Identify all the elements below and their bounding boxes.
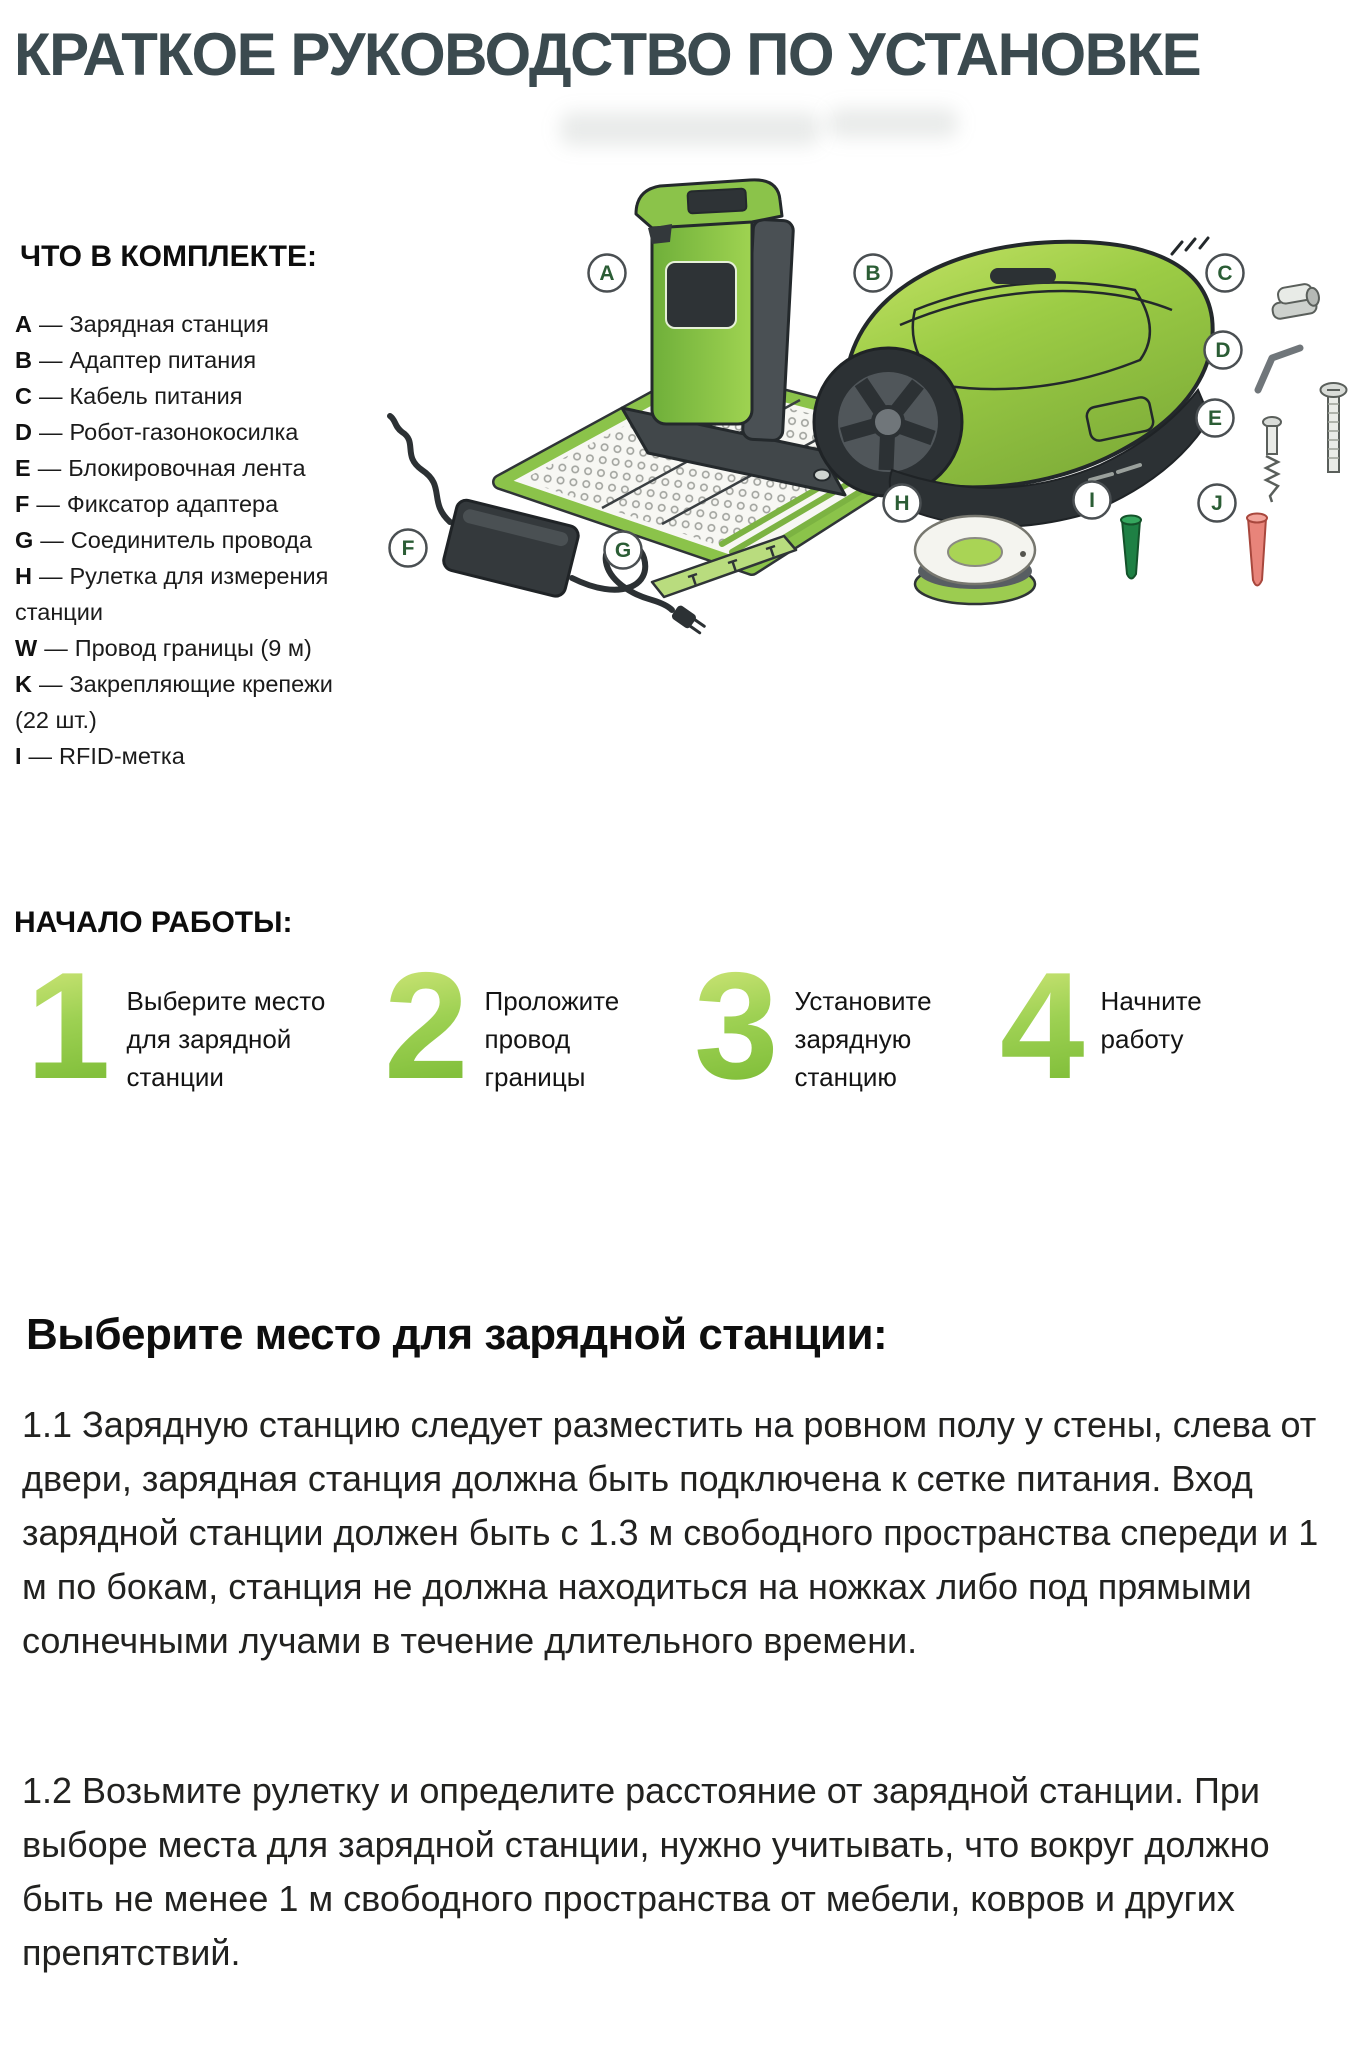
kit-item-label: Фиксатор адаптера: [66, 491, 279, 517]
callout-e-letter: E: [1207, 407, 1223, 430]
step-4-number: 4: [1000, 941, 1085, 1111]
section-heading: Выберите место для зарядной станции:: [26, 1310, 888, 1359]
kit-item-label: Зарядная станция: [69, 311, 269, 337]
watermark-artifact: [560, 112, 820, 146]
step-1: [26, 941, 384, 1111]
hex-key: [1258, 348, 1300, 390]
screws: [1263, 383, 1347, 502]
callout-d: [1205, 332, 1242, 369]
kit-item-key: K: [15, 671, 32, 697]
step-1-number: 1: [26, 941, 111, 1111]
kit-item-label: RFID-метка: [59, 743, 185, 769]
wire-spool: [915, 516, 1035, 604]
callout-d-letter: D: [1215, 339, 1231, 362]
getting-started-heading: НАЧАЛО РАБОТЫ:: [14, 906, 293, 939]
kit-item-separator: —: [38, 563, 63, 589]
callout-c-letter: C: [1217, 262, 1233, 285]
step-1-text: Выберите место для зарядной станции: [126, 986, 326, 1092]
kit-item-label: Робот-газонокосилка: [69, 419, 299, 445]
kit-item-separator: —: [38, 347, 63, 373]
callout-f: [390, 530, 427, 567]
kit-item: [15, 738, 360, 774]
step-3-text: Установите зарядную станцию: [794, 986, 932, 1092]
kit-item: [15, 666, 360, 738]
kit-item-label: Рулетка для измерения станции: [15, 563, 329, 625]
callout-i-letter: I: [1089, 489, 1095, 512]
kit-item-label: Кабель питания: [69, 383, 243, 409]
kit-item-key: W: [15, 635, 38, 661]
kit-item-label: Адаптер питания: [69, 347, 257, 373]
callout-e: [1197, 400, 1234, 437]
step-2-text: Проложите провод границы: [484, 986, 620, 1092]
kit-item-key: G: [15, 527, 34, 553]
callout-a: [589, 255, 626, 292]
step-3-number: 3: [694, 941, 779, 1111]
step-2: [384, 941, 694, 1111]
getting-started-steps: [26, 941, 1346, 1111]
red-peg: [1247, 514, 1267, 586]
kit-item-separator: —: [38, 419, 63, 445]
kit-item-key: C: [15, 383, 32, 409]
kit-item-key: F: [15, 491, 30, 517]
kit-item-key: E: [15, 455, 31, 481]
page-title: КРАТКОЕ РУКОВОДСТВО ПО УСТАНОВКЕ: [14, 21, 1201, 88]
kit-illustration: [300, 150, 1365, 640]
step-3: [694, 941, 1000, 1111]
step-4: [1000, 941, 1346, 1111]
callout-j: [1199, 485, 1236, 522]
callout-b-letter: B: [865, 262, 881, 285]
step-4-text: Начните работу: [1100, 986, 1202, 1054]
paragraph-1-2: 1.2 Возьмите рулетку и определите расстояние от зарядной станции. При выборе места для зарядной станции, нужно учитывать, что вокруг должно быть не менее 1 м свободного пространства от мебели, ковров и других препятствий.: [22, 1770, 1270, 1973]
callout-c: [1207, 255, 1244, 292]
kit-item-separator: —: [28, 743, 53, 769]
kit-item-separator: —: [38, 671, 63, 697]
kit-item-label: Закрепляющие крепежи (22 шт.): [15, 671, 333, 733]
included-heading: ЧТО В КОМПЛЕКТЕ:: [20, 240, 317, 273]
callout-g-letter: G: [614, 539, 632, 562]
kit-item-key: A: [15, 311, 32, 337]
cable-connector: [1269, 282, 1321, 320]
callout-i: [1074, 482, 1111, 519]
kit-item-label: Блокировочная лента: [68, 455, 306, 481]
green-peg: [1121, 516, 1141, 579]
kit-item-separator: —: [38, 383, 63, 409]
paragraph-1-1: 1.1 Зарядную станцию следует разместить на ровном полу у стены, слева от двери, зарядная станция должна быть подключена к сетке питания. Вход зарядной станции должен быть с 1.3 м свободного пространства спереди и 1 м по бокам, станция не должна находиться на ножках либо под прямыми солнечными лучами в течение длительного времени.: [22, 1404, 1319, 1661]
callout-a-letter: A: [599, 262, 615, 285]
kit-item-key: B: [15, 347, 32, 373]
kit-item-separator: —: [38, 311, 63, 337]
kit-item-key: I: [15, 743, 22, 769]
step-2-number: 2: [384, 941, 469, 1111]
kit-item-label: Соединитель провода: [70, 527, 313, 553]
watermark-artifact: [828, 108, 958, 138]
kit-item-key: D: [15, 419, 32, 445]
power-plug: [670, 604, 706, 636]
charging-station-tower: [622, 180, 845, 495]
callout-j-letter: J: [1211, 492, 1223, 515]
callout-b: [855, 255, 892, 292]
callout-h-letter: H: [894, 492, 910, 515]
kit-item-separator: —: [36, 491, 60, 517]
kit-item-key: H: [15, 563, 32, 589]
kit-item-separator: —: [44, 635, 68, 661]
kit-item-label: Провод границы (9 м): [74, 635, 312, 661]
kit-item-separator: —: [37, 455, 62, 481]
callout-f-letter: F: [401, 537, 415, 560]
callout-h: [884, 485, 921, 522]
callout-g: [605, 532, 642, 569]
kit-item-separator: —: [40, 527, 64, 553]
